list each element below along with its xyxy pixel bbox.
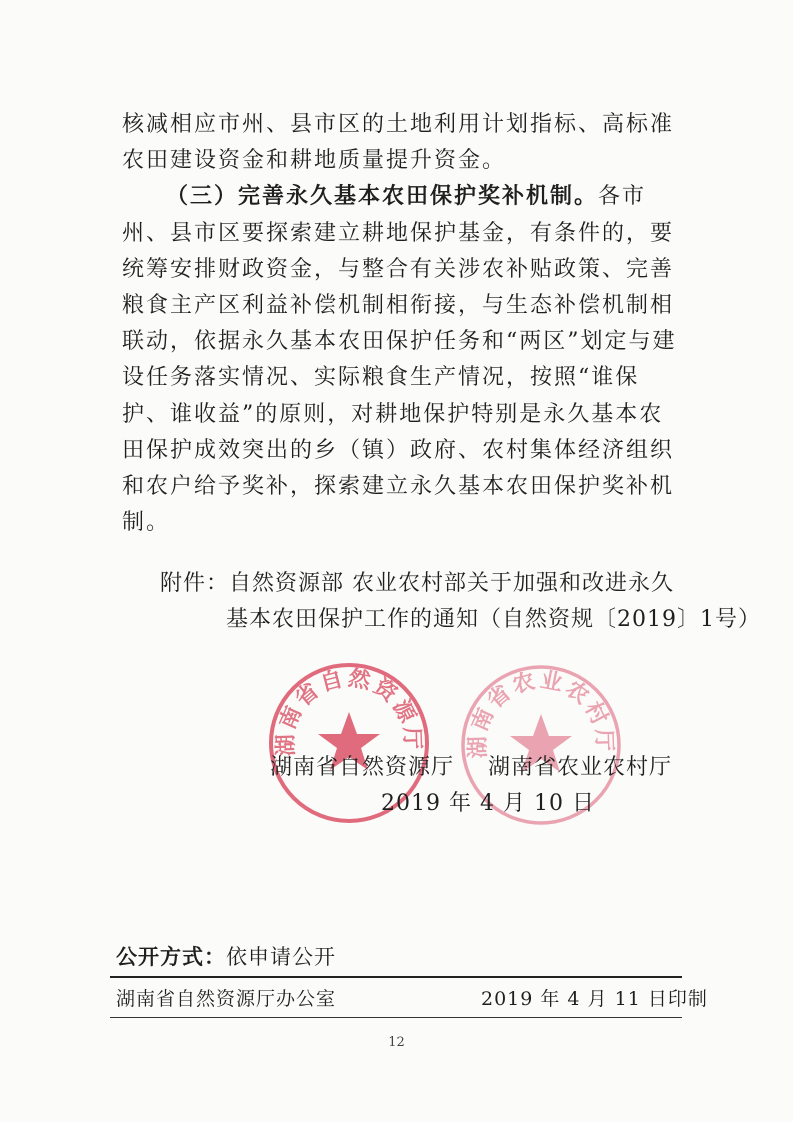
- print-date: 2019 年 4 月 11 日印制: [481, 988, 708, 1010]
- publish-value: 依申请公开: [226, 945, 336, 969]
- paragraph-2-text: 各市州、县市区要探索建立耕地保护基金，有条件的，要统筹安排财政资金，与整合有关涉农补贴政策、完善粮食主产区利益补偿机制相衔接，与生态补偿机制相联动，依据永久基本农田保护任务和“两区”划定与建设任务落实情况、实际粮食生产情况，按照“谁保护、谁收益”的原则，对耕地保护特别是永久基本农田保护成效突出的乡（镇）政府、农村集体经济组织和农户给予奖补，探索建立永久基本农田保护奖补机制。: [122, 184, 677, 536]
- paragraph-2: [122, 179, 682, 541]
- signing-date: 2019 年 4 月 10 日: [381, 791, 595, 816]
- publish-label: 公开方式：: [116, 945, 226, 969]
- publish-method: [116, 941, 336, 971]
- page-number: 12: [388, 1035, 405, 1050]
- seal-left-text: 湖南省自然资源厅: [273, 665, 425, 757]
- signers: [270, 750, 673, 781]
- paragraph-1: 核减相应市州、县市区的土地利用计划指标、高标准农田建设资金和耕地质量提升资金。: [122, 112, 675, 174]
- issuing-office: 湖南省自然资源厅办公室: [116, 988, 337, 1010]
- footer-rule-top: [110, 976, 682, 978]
- section-title: （三）完善永久基本农田保护奖补机制。: [166, 184, 599, 210]
- signer-left: 湖南省自然资源厅: [270, 755, 455, 780]
- body-text: [122, 107, 682, 541]
- seal-right-text: 湖南省农业农村厅: [465, 667, 617, 759]
- attachment-line-2: 基本农田保护工作的通知（自然资规〔2019〕1号）: [226, 607, 761, 632]
- footer-rule-bottom: [110, 1017, 682, 1018]
- attachment-line-1: 附件：自然资源部 农业农村部关于加强和改进永久: [160, 571, 674, 596]
- signer-right: 湖南省农业农村厅: [488, 755, 673, 780]
- attachment: [160, 566, 761, 638]
